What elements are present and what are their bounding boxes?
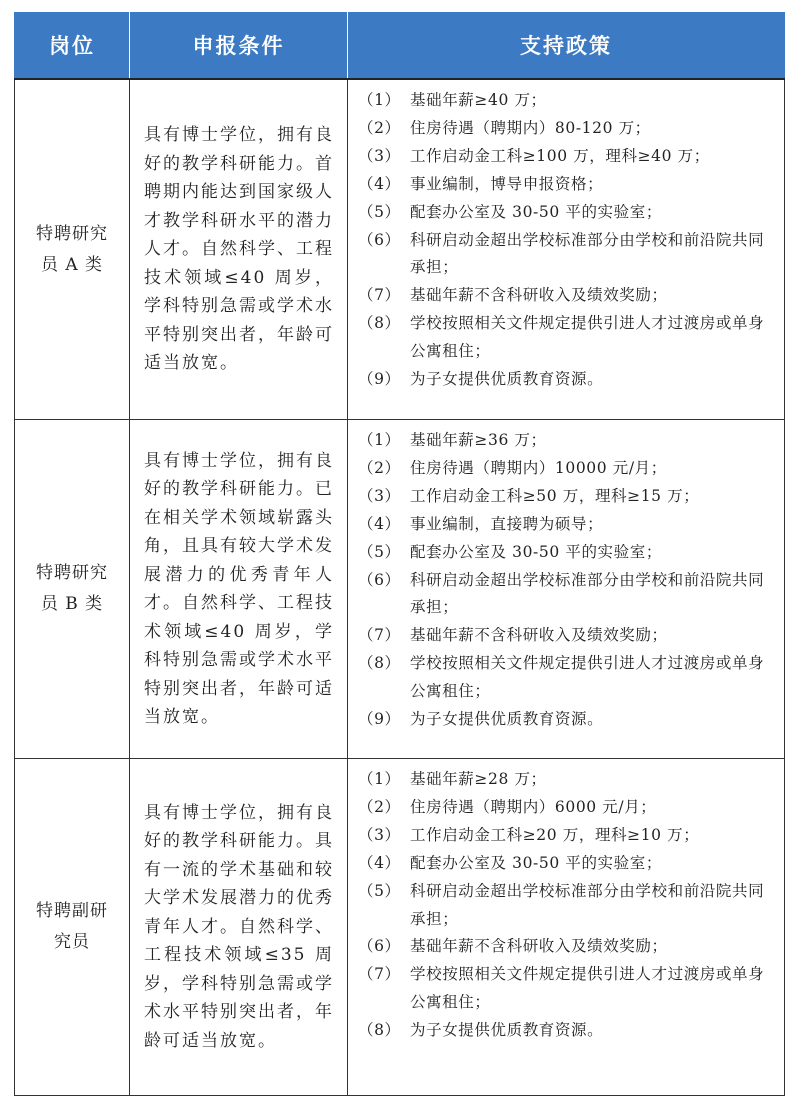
policy-list — [358, 427, 778, 734]
policy-number: （4） — [358, 853, 401, 872]
policy-item — [358, 766, 778, 794]
policy-number: （1） — [358, 770, 401, 788]
policy-item — [358, 199, 778, 227]
policy-item — [358, 171, 778, 199]
policy-number: （6） — [358, 570, 401, 589]
policy-item — [358, 1017, 778, 1045]
policy-text: 科研启动金超出学校标准部分由学校和前沿院共同承担； — [410, 230, 765, 277]
policy-item — [358, 310, 778, 366]
policy-text: 基础年薪不含科研收入及绩效奖励； — [410, 626, 668, 645]
policy-item — [358, 115, 778, 143]
table-row — [15, 79, 785, 420]
policy-number: （5） — [358, 542, 401, 561]
policy-number: （1） — [358, 431, 401, 449]
policy-item — [358, 933, 778, 961]
policy-item — [358, 455, 778, 483]
policy-text: 为子女提供优质教育资源。 — [410, 1021, 604, 1040]
policy-item — [358, 850, 778, 878]
policy-text: 住房待遇（聘期内）6000 元/月； — [410, 797, 657, 816]
policy-number: （2） — [358, 118, 401, 137]
policies-cell — [348, 420, 785, 759]
policy-text: 基础年薪不含科研收入及绩效奖励； — [410, 937, 668, 956]
policy-item — [358, 706, 778, 734]
policy-list — [358, 766, 778, 1045]
policy-number: （4） — [358, 174, 401, 193]
table-row — [15, 759, 785, 1096]
policy-item — [358, 822, 778, 850]
policy-item — [358, 650, 778, 706]
policy-item — [358, 878, 778, 934]
policy-number: （5） — [358, 202, 401, 221]
post-cell: 特聘副研究员 — [15, 759, 130, 1096]
policy-number: （9） — [358, 710, 401, 729]
policy-number: （8） — [358, 1021, 401, 1040]
policy-number: （8） — [358, 314, 401, 333]
policy-number: （5） — [358, 881, 401, 900]
policy-number: （3） — [358, 146, 401, 165]
conditions-cell: 具有博士学位，拥有良好的教学科研能力。具有一流的学术基础和较大学术发展潜力的优秀青年人才。自然科学、工程技术领域≤35 周岁，学科特别急需或学术水平特别突出者，年龄可适当放宽。 — [130, 759, 348, 1096]
header-post: 岗位 — [15, 12, 130, 79]
conditions-cell: 具有博士学位，拥有良好的教学科研能力。首聘期内能达到国家级人才教学科研水平的潜力人才。自然科学、工程技术领域≤40 周岁，学科特别急需或学术水平特别突出者，年龄可适当放宽。 — [130, 79, 348, 420]
header-policies: 支持政策 — [348, 12, 785, 79]
policy-item — [358, 961, 778, 1017]
policy-text: 学校按照相关文件规定提供引进人才过渡房或单身公寓租住； — [410, 314, 765, 361]
policy-number: （6） — [358, 937, 401, 956]
policy-item — [358, 427, 778, 455]
policy-item — [358, 539, 778, 567]
policy-number: （9） — [358, 370, 401, 389]
policy-text: 住房待遇（聘期内）80-120 万； — [410, 118, 651, 137]
conditions-cell: 具有博士学位，拥有良好的教学科研能力。已在相关学术领域崭露头角，且具有较大学术发展潜力的优秀青年人才。自然科学、工程技术领域≤40 周岁，学科特别急需或学术水平特别突出者，年龄可适当放宽。 — [130, 420, 348, 759]
policy-item — [358, 794, 778, 822]
policy-text: 基础年薪≥36 万； — [410, 431, 547, 449]
policy-number: （4） — [358, 514, 401, 533]
policy-item — [358, 483, 778, 511]
policy-text: 学校按照相关文件规定提供引进人才过渡房或单身公寓租住； — [410, 654, 765, 701]
policy-text: 事业编制，博导申报资格； — [410, 174, 604, 193]
policy-text: 工作启动金工科≥20 万，理科≥10 万； — [410, 825, 700, 844]
policy-item — [358, 622, 778, 650]
policy-item — [358, 227, 778, 283]
policy-number: （3） — [358, 486, 401, 505]
policy-item — [358, 87, 778, 115]
policy-number: （2） — [358, 458, 401, 477]
policy-number: （3） — [358, 825, 401, 844]
policy-text: 工作启动金工科≥50 万，理科≥15 万； — [410, 486, 700, 505]
policy-number: （6） — [358, 230, 401, 249]
policy-text: 为子女提供优质教育资源。 — [410, 710, 604, 729]
policy-text: 住房待遇（聘期内）10000 元/月； — [410, 458, 667, 477]
policy-list — [358, 87, 778, 394]
post-cell: 特聘研究员 A 类 — [15, 79, 130, 420]
policy-text: 配套办公室及 30-50 平的实验室； — [410, 853, 662, 872]
policy-item — [358, 282, 778, 310]
policy-text: 基础年薪不含科研收入及绩效奖励； — [410, 286, 668, 305]
policy-text: 事业编制，直接聘为硕导； — [410, 514, 604, 533]
policy-text: 配套办公室及 30-50 平的实验室； — [410, 202, 662, 221]
table-row — [15, 420, 785, 759]
policy-text: 学校按照相关文件规定提供引进人才过渡房或单身公寓租住； — [410, 965, 765, 1012]
policy-text: 科研启动金超出学校标准部分由学校和前沿院共同承担； — [410, 570, 765, 617]
policy-number: （8） — [358, 654, 401, 673]
policy-text: 工作启动金工科≥100 万，理科≥40 万； — [410, 146, 710, 165]
policy-text: 基础年薪≥40 万； — [410, 91, 547, 109]
header-row — [15, 12, 785, 79]
policy-item — [358, 567, 778, 623]
policy-text: 为子女提供优质教育资源。 — [410, 370, 604, 389]
header-conditions: 申报条件 — [130, 12, 348, 79]
policy-item — [358, 366, 778, 394]
policy-number: （1） — [358, 91, 401, 109]
talent-policy-table — [14, 12, 785, 1096]
policy-number: （7） — [358, 626, 401, 645]
policy-number: （7） — [358, 286, 401, 305]
policy-text: 配套办公室及 30-50 平的实验室； — [410, 542, 662, 561]
policy-number: （7） — [358, 965, 401, 984]
policies-cell — [348, 79, 785, 420]
policy-text: 科研启动金超出学校标准部分由学校和前沿院共同承担； — [410, 881, 765, 928]
policy-item — [358, 511, 778, 539]
policy-text: 基础年薪≥28 万； — [410, 770, 547, 788]
post-cell: 特聘研究员 B 类 — [15, 420, 130, 759]
policies-cell — [348, 759, 785, 1096]
policy-number: （2） — [358, 797, 401, 816]
policy-item — [358, 143, 778, 171]
